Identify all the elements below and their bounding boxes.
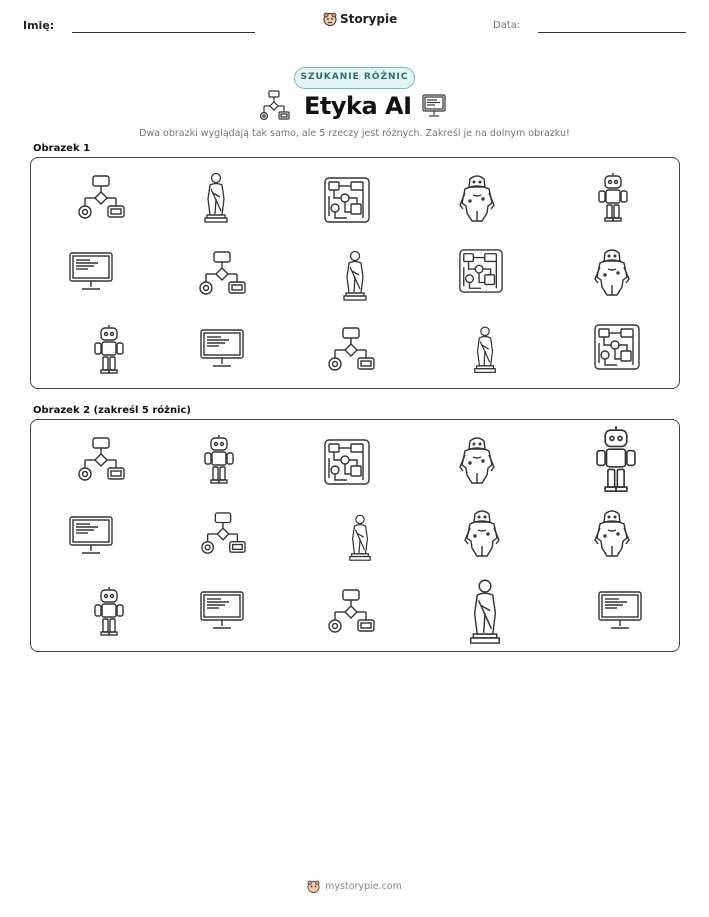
golem-icon [451, 170, 503, 226]
footer-url[interactable]: mystorypie.com [325, 881, 402, 892]
robot-icon [587, 172, 639, 224]
picture1-panel [30, 157, 680, 389]
instructions-text: Dwa obrazki wyglądają tak samo, ale 5 rzeczy jest różnych. Zakreśl je na dolnym obrazku! [139, 128, 570, 139]
golem-icon [451, 432, 503, 488]
circuit-board-icon [319, 436, 375, 488]
flowchart-icon [75, 432, 127, 488]
robot-icon [87, 584, 131, 640]
flowchart-icon [196, 508, 250, 560]
golem-icon [587, 506, 637, 560]
picture2-label: Obrazek 2 (zakreśl 5 różnic) [33, 405, 191, 416]
robot-icon [87, 322, 131, 378]
robot-icon [197, 432, 241, 488]
picture1-label: Obrazek 1 [33, 143, 91, 154]
flowchart-icon [258, 90, 292, 122]
computer-monitor-icon [67, 512, 115, 560]
statue-icon [343, 512, 377, 564]
statue-icon [461, 576, 509, 648]
computer-monitor-icon [421, 93, 447, 119]
brand-logo [323, 12, 397, 26]
flowchart-icon [323, 322, 379, 378]
statue-icon [337, 248, 373, 304]
storypie-mascot-icon [307, 880, 320, 893]
date-field[interactable] [538, 32, 686, 33]
statue-icon [196, 170, 236, 226]
robot-icon [587, 424, 645, 496]
name-field[interactable] [72, 32, 255, 33]
storypie-mascot-icon [323, 12, 337, 26]
date-label: Data: [493, 20, 521, 31]
golem-icon [587, 244, 637, 300]
computer-monitor-icon [67, 246, 115, 298]
picture2-panel [30, 419, 680, 652]
golem-icon [457, 506, 507, 560]
activity-badge: SZUKANIE RÓŻNIC [294, 67, 415, 89]
circuit-board-icon [591, 322, 643, 372]
circuit-board-icon [319, 174, 375, 226]
name-label: Imię: [23, 19, 55, 32]
brand-name: Storypie [340, 12, 398, 26]
footer [0, 880, 709, 893]
title-row [256, 90, 456, 126]
page-title: Etyka AI [304, 92, 412, 120]
computer-monitor-icon [197, 588, 247, 634]
statue-icon [467, 322, 503, 378]
computer-monitor-icon [595, 588, 645, 634]
circuit-board-icon [455, 246, 507, 296]
flowchart-icon [75, 170, 127, 226]
flowchart-icon [323, 584, 379, 640]
computer-monitor-icon [197, 324, 247, 374]
flowchart-icon [194, 246, 250, 302]
